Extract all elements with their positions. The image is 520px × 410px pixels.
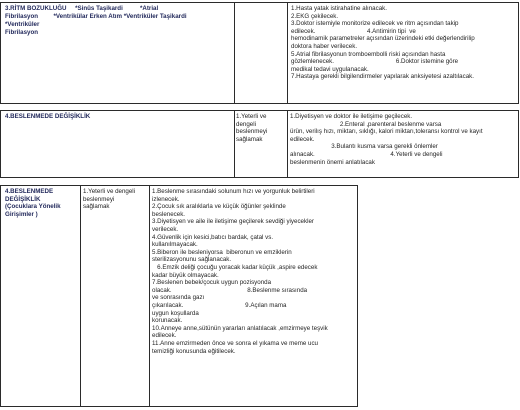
intervention-line: alınacak. 4.Yeterli ve dengeli (290, 151, 443, 158)
intervention-line: 6.Emzik deliği çocuğu yoracak kadar küçük ,aspire edecek (152, 264, 318, 271)
intervention-line: 4.Güvenlik için kesici,batıcı bardak, çatal vs. (152, 233, 274, 241)
intervention-line: 7.Hastaya gerekli bilgilendirmeler yapılarak anksiyetesi azaltılacak. (291, 73, 474, 81)
intervention-line: verilecek. (152, 226, 179, 233)
intervention-line: 11.Anne emzirmeden önce ve sonra el yıkama ve meme ucu (152, 340, 318, 347)
cocuk-column-divider-1 (80, 186, 81, 406)
intervention-line: edilecek. (290, 135, 315, 143)
ritm-heading-line2: Fibrilasyon *Ventrikülar Erken Atım *Ventriküler Taşikardi (5, 13, 187, 20)
beslenme-column-divider-1 (234, 111, 235, 177)
beslenme-column-divider-2 (287, 111, 288, 177)
goal-line: 1.Yeterli ve (236, 113, 267, 120)
goal-line: dengeli (236, 120, 256, 128)
intervention-line: edilecek. (152, 332, 177, 340)
intervention-line: 10.Anneye anne,sütünün yararları anlatılacak ,emzirmeye teşvik (152, 324, 328, 332)
intervention-line: edilecek. 4.Antimirin tipi ve (291, 27, 416, 35)
goal-line: beslenmeyi (83, 195, 115, 203)
heading-line: (Çocuklara Yönelik (5, 203, 61, 211)
intervention-line: 7.Beslenen bebek/çocuk uygun pozisyonda (152, 279, 272, 287)
intervention-line: 1.Diyetisyen ve doktor ile iletişime geçilecek. (290, 113, 413, 120)
intervention-line: 3.Doktor istemiyle monitorize edilecek ve ritm açısından takip (291, 20, 459, 28)
heading-line: 4.BESLENMEDE (5, 188, 54, 195)
goal-line: sağlamak (83, 203, 110, 211)
intervention-line: beslenecek. (152, 210, 186, 218)
intervention-line: hemodinamik parametreler açısından üzerindeki etki değerlendirilip (291, 35, 475, 43)
intervention-line: olacak. 8.Beslenme sırasında (152, 286, 308, 294)
ritm-heading-line1: 3.RİTM BOZUKLUĞU *Sinüs Taşikardi *Atrial (5, 5, 159, 12)
heading-line: DEĞİŞİKLİK (5, 195, 41, 203)
intervention-line: 2.Çocuk sık aralıklarla ve küçük öğünler şeklinde (152, 203, 286, 211)
intervention-line: 2.EKG çekilecek. (291, 12, 339, 20)
intervention-line: 5.Atrial fibrilasyonun tromboembolli riski açısından hasta (291, 50, 446, 58)
ritm-heading-line3: *Ventriküler (5, 21, 40, 28)
intervention-line: korunacak. (152, 317, 183, 325)
intervention-line: uygun koşullarda (152, 309, 199, 317)
goal-line: sağlamak (236, 135, 263, 143)
intervention-line: temizliği konusunda eğitilecek. (152, 347, 236, 355)
intervention-line: 2.Enteral ,parenteral beslenme varsa (290, 120, 442, 128)
intervention-line: doktora haber verilecek. (291, 43, 358, 50)
intervention-line: kadar büyük olmayacak. (152, 271, 219, 279)
intervention-line: izlenecek. (152, 195, 180, 203)
intervention-line: 1.Beslenme sırasındaki solunum hızı ve yorgunluk belirtileri (152, 188, 315, 195)
ritm-heading-line4: Fibrilasyon (5, 29, 39, 36)
intervention-line: 5.Biberon ile besleniyorsa biberonun ve emziklerin (152, 248, 292, 256)
ritm-column-divider-1 (234, 3, 235, 103)
intervention-line: sterilizasyonunu sağlanacak. (152, 256, 232, 264)
intervention-line: 1.Hasta yatak istirahatine alınacak. (291, 5, 387, 12)
intervention-line: ürün, verilış hızı, miktarı, sıklığı, kalori miktarı,toleransı kontrol ve kayıt (290, 128, 483, 136)
beslenme-heading: 4.BESLENMEDE DEĞİŞİKLİK (5, 113, 91, 120)
ritm-column-divider-2 (287, 3, 288, 103)
goal-line: 1.Yeterli ve dengeli (83, 188, 136, 195)
intervention-line: 3.Bulantı kusma varsa gerekli önlemler (290, 143, 438, 151)
intervention-line: medikal tedavi uygulanacak. (291, 65, 369, 73)
intervention-line: kullanılmayacak. (152, 241, 198, 249)
intervention-line: ve sonrasında gazı (152, 294, 205, 302)
intervention-line: gözlemlenecek. 6.Doktor istemine göre (291, 58, 459, 66)
intervention-line: çıkarılacak. 9.Açılan mama (152, 302, 287, 309)
intervention-line: 3.Diyetisyen ve aile ile iletişime geçilerek sevdiği yiyecekler (152, 218, 314, 226)
intervention-line: beslenmenin önemi anlatılacak (290, 158, 375, 166)
heading-line: Girişimler ) (5, 210, 38, 218)
cocuk-column-divider-2 (149, 186, 150, 406)
goal-line: beslenmeyi (236, 128, 268, 136)
